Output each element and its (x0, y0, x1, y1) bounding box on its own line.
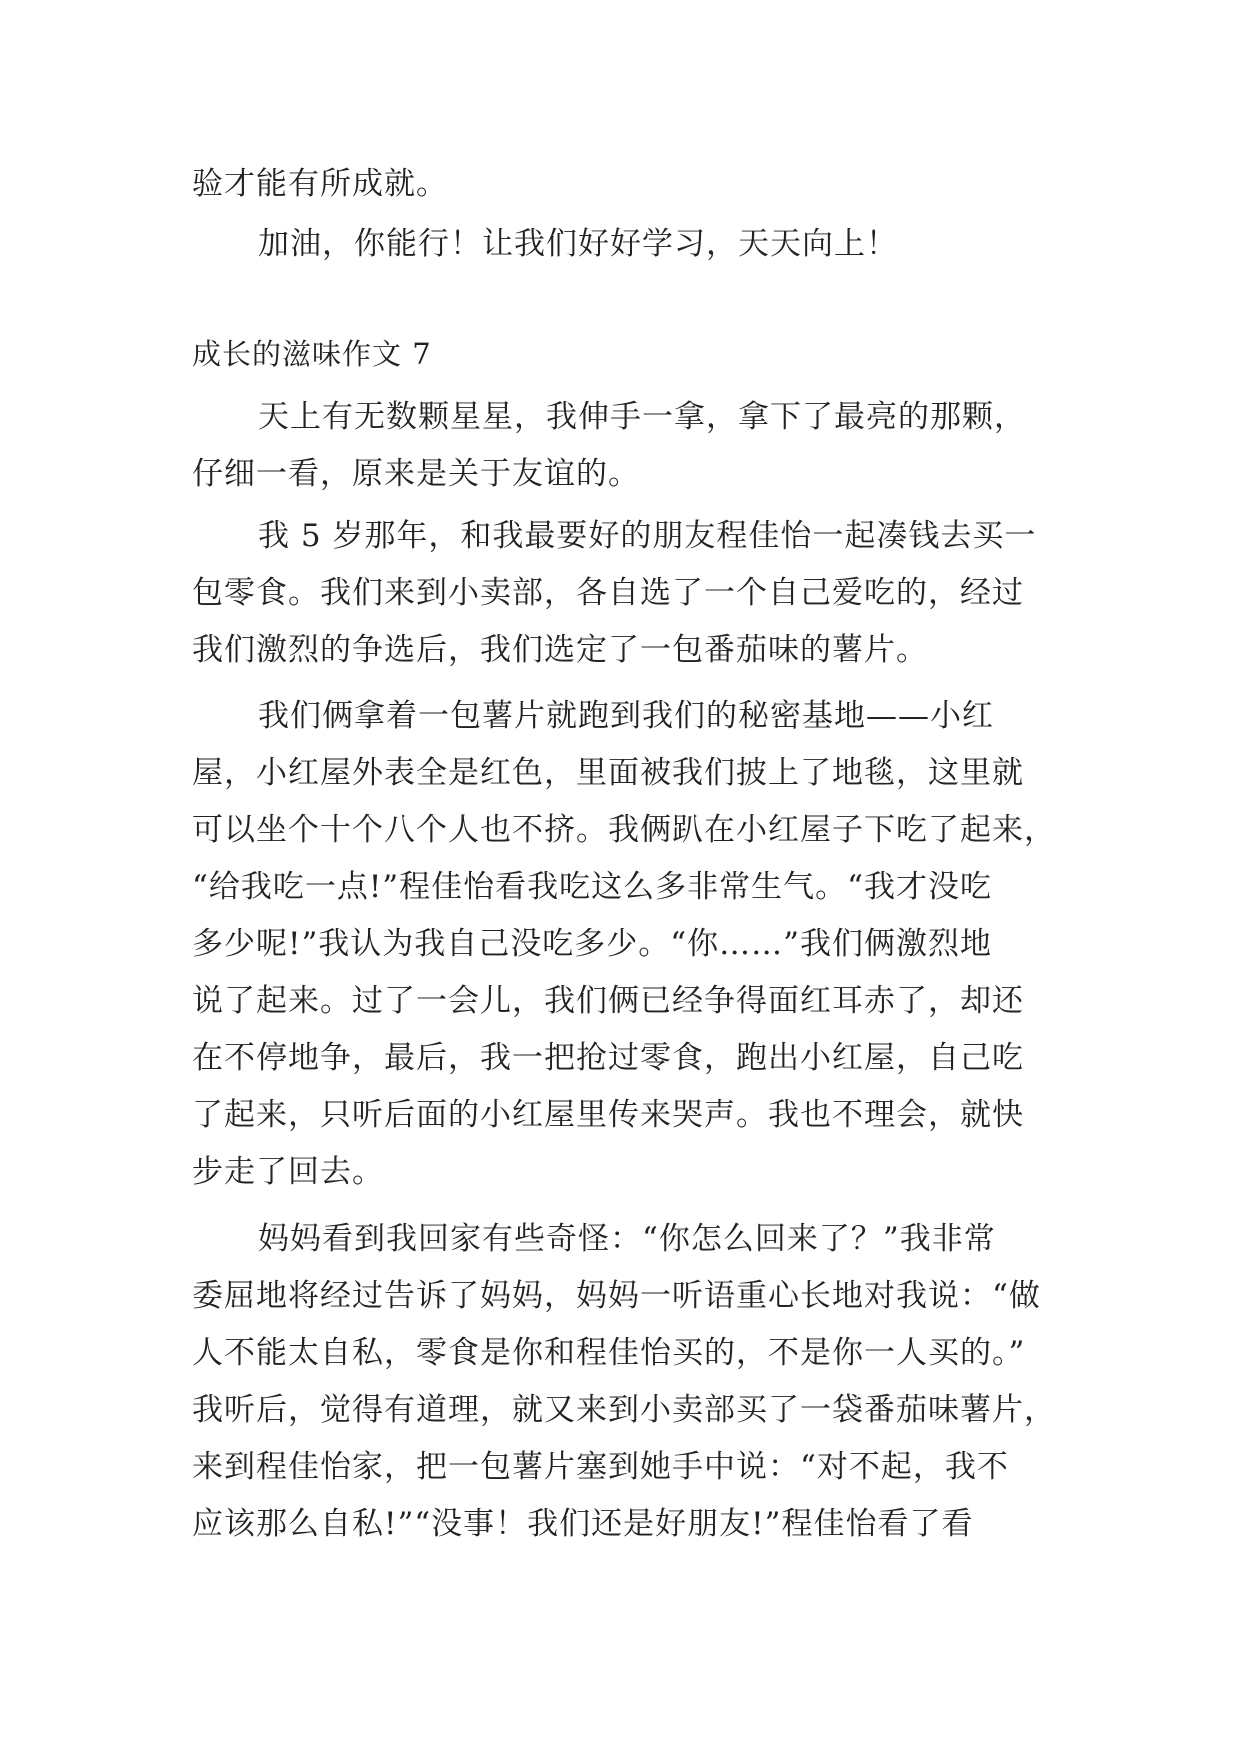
text-line: 步走了回去。 (192, 1154, 384, 1190)
text-line: 说了起来。过了一会儿，我们俩已经争得面红耳赤了，却还 (192, 983, 1024, 1019)
text-line: 人不能太自私，零食是你和程佳怡买的，不是你一人买的。” (192, 1335, 1026, 1371)
text-line: “给我吃一点!”程佳怡看我吃这么多非常生气。“我才没吃 (192, 869, 992, 905)
text-line: 多少呢!”我认为我自己没吃多少。“你……”我们俩激烈地 (192, 926, 992, 962)
text-line: 仔细一看，原来是关于友谊的。 (192, 456, 640, 492)
text-line: 我 5 岁那年，和我最要好的朋友程佳怡一起凑钱去买一 (258, 518, 1037, 554)
text-line: 我听后，觉得有道理，就又来到小卖部买了一袋番茄味薯片， (192, 1392, 1056, 1428)
text-line: 在不停地争，最后，我一把抢过零食，跑出小红屋，自己吃 (192, 1040, 1024, 1076)
text-line: 包零食。我们来到小卖部，各自选了一个自己爱吃的，经过 (192, 575, 1024, 611)
text-line: 了起来，只听后面的小红屋里传来哭声。我也不理会，就快 (192, 1097, 1024, 1133)
text-line: 屋，小红屋外表全是红色，里面被我们披上了地毯，这里就 (192, 755, 1024, 791)
text-line: 妈妈看到我回家有些奇怪：“你怎么回来了？”我非常 (258, 1221, 996, 1257)
text-line: 验才能有所成就。 (192, 166, 448, 202)
text-line: 加油，你能行！让我们好好学习，天天向上！ (258, 226, 898, 262)
text-line: 可以坐个十个八个人也不挤。我俩趴在小红屋子下吃了起来， (192, 812, 1056, 848)
text-line: 委屈地将经过告诉了妈妈，妈妈一听语重心长地对我说：“做 (192, 1278, 1041, 1314)
text-line: 我们激烈的争选后，我们选定了一包番茄味的薯片。 (192, 632, 928, 668)
text-line: 我们俩拿着一包薯片就跑到我们的秘密基地——小红 (258, 698, 994, 734)
text-line: 来到程佳怡家，把一包薯片塞到她手中说：“对不起，我不 (192, 1449, 1009, 1485)
text-line: 应该那么自私!”“没事！我们还是好朋友!”程佳怡看了看 (192, 1506, 974, 1542)
text-line: 天上有无数颗星星，我伸手一拿，拿下了最亮的那颗， (258, 399, 1026, 435)
section-title: 成长的滋味作文 7 (192, 337, 432, 371)
